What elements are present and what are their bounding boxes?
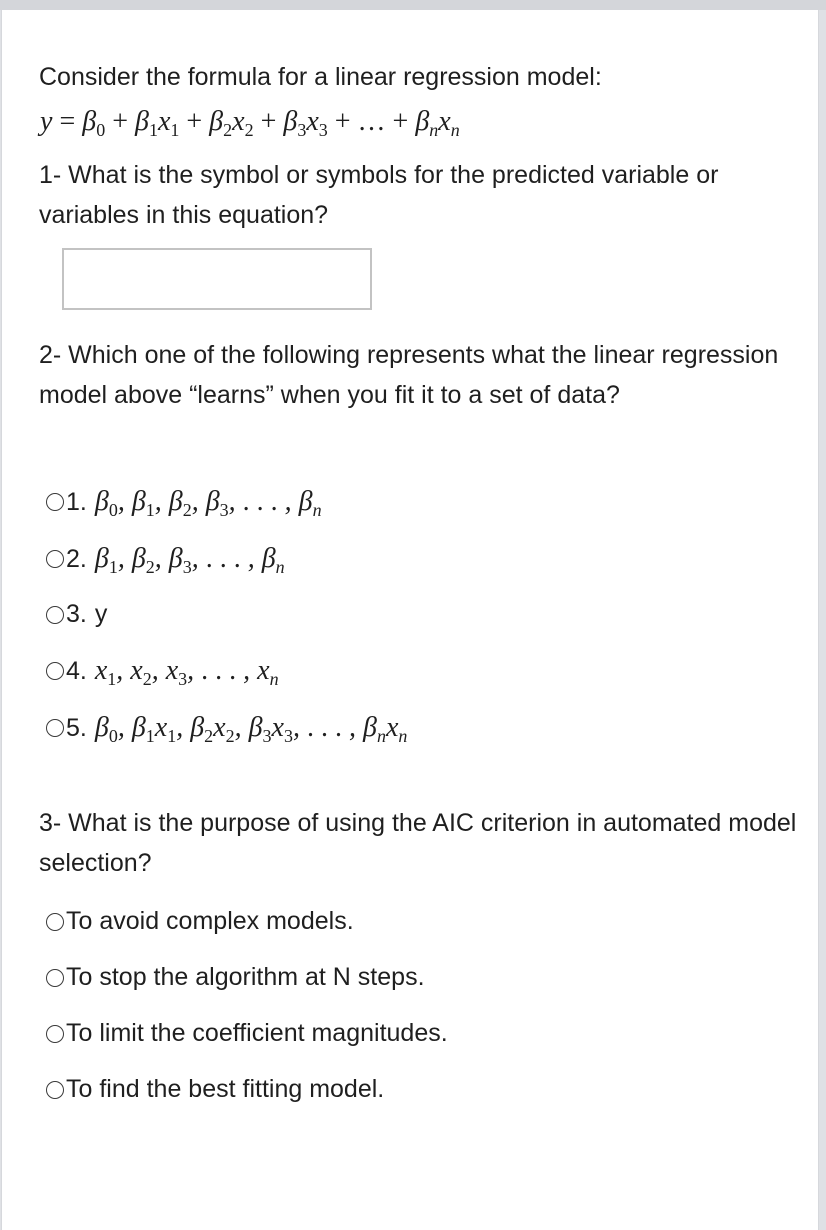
q3-option-4[interactable] [46,1075,384,1104]
q3-option-label: To limit the coefficient magnitudes. [66,1019,448,1047]
option-3-label: y [94,600,108,628]
top-bar [0,0,826,10]
question-2-text: 2- Which one of the following represents what the linear regression model above “learns” when you fit it to a set of data? [39,341,779,409]
regression-formula: $y = \beta_0 + \beta_1x_1 + \beta_2x_2 + \beta_3x_3$ + … + $\beta_nx_n$ [40,106,460,140]
option-number: 4. [66,656,87,685]
radio-button[interactable] [46,969,64,987]
q3-option-label: To find the best fitting model. [66,1075,385,1103]
radio-button[interactable] [46,550,64,568]
radio-button[interactable] [46,1025,64,1043]
q3-option-3[interactable] [46,1019,448,1048]
question-3-text: 3- What is the purpose of using the AIC criterion in automated model selection? [39,809,797,877]
quiz-page [1,10,819,1230]
q2-option-5[interactable] [46,712,407,744]
option-5-math: $\beta_0$, $\beta_1x_1$, $\beta_2x_2$, $\beta_3x_3$, . . . , $\beta_nx_n$ [94,712,408,746]
q2-option-1[interactable] [46,486,322,518]
q3-option-1[interactable] [46,907,354,936]
answer-input-box[interactable] [62,248,372,310]
option-2-math: $\beta_1$, $\beta_2$, $\beta_3$, . . . , $\beta_n$ [94,543,285,577]
q3-option-2[interactable] [46,963,425,992]
question-1-answer-input[interactable] [64,250,370,308]
question-1-text: 1- What is the symbol or symbols for the predicted variable or variables in this equation? [39,161,719,229]
q2-option-4[interactable] [46,655,279,687]
radio-button[interactable] [46,1081,64,1099]
option-number: 2. [66,544,87,573]
radio-button[interactable] [46,493,64,511]
option-4-math: $x_1$, $x_2$, $x_3$, . . . , $x_n$ [94,655,279,689]
option-number: 5. [66,713,87,742]
option-1-math: $\beta_0$, $\beta_1$, $\beta_2$, $\beta_3$, . . . , $\beta_n$ [94,486,322,520]
q2-option-3[interactable] [46,600,107,629]
radio-button[interactable] [46,719,64,737]
q3-option-label: To avoid complex models. [66,907,354,935]
q3-option-label: To stop the algorithm at N steps. [66,963,425,991]
radio-button[interactable] [46,913,64,931]
radio-button[interactable] [46,662,64,680]
intro-text: Consider the formula for a linear regression model: [39,63,602,91]
radio-button[interactable] [46,606,64,624]
q2-option-2[interactable] [46,543,285,575]
option-number: 1. [66,487,87,516]
option-number: 3. [66,600,87,628]
